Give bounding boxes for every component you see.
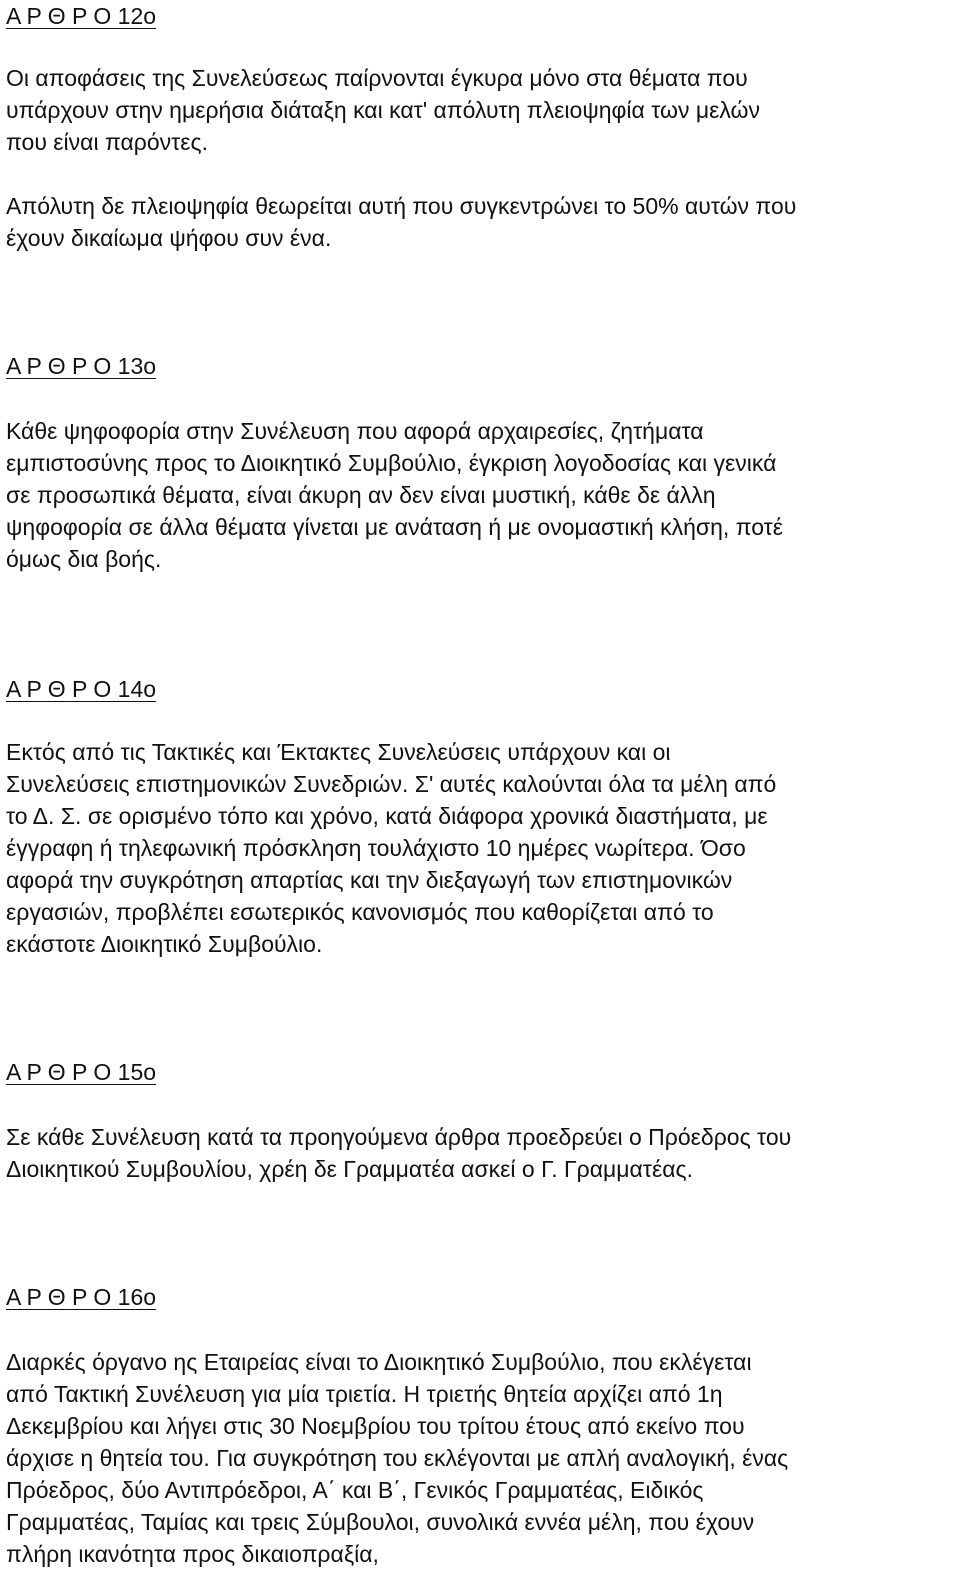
article-14-heading: Α Ρ Θ Ρ Ο 14ο xyxy=(6,676,157,702)
article-12-heading: Α Ρ Θ Ρ Ο 12ο xyxy=(6,3,157,29)
article-13-text-line: σε προσωπικά θέματα, είναι άκυρη αν δεν είναι μυστική, κάθε δε άλλη xyxy=(6,482,716,508)
article-16-text-line: άρχισε η θητεία του. Για συγκρότηση του εκλέγονται με απλή αναλογική, ένας xyxy=(6,1445,789,1471)
article-14-text-line: εκάστοτε Διοικητικό Συμβούλιο. xyxy=(6,931,323,957)
article-14-text-line: Εκτός από τις Τακτικές και Έκτακτες Συνελεύσεις υπάρχουν και οι xyxy=(6,739,671,765)
article-16-text-line: Πρόεδρος, δύο Αντιπρόεδροι, Α΄ και Β΄, Γενικός Γραμματέας, Ειδικός xyxy=(6,1477,704,1503)
article-13-text-line: όμως δια βοής. xyxy=(6,546,162,572)
article-12-text-line: έχουν δικαίωμα ψήφου συν ένα. xyxy=(6,225,332,251)
article-14-text-line: το Δ. Σ. σε ορισμένο τόπο και χρόνο, κατά διάφορα χρονικά διαστήματα, με xyxy=(6,803,768,829)
article-16-text-line: Δεκεμβρίου και λήγει στις 30 Νοεμβρίου του τρίτου έτους από εκείνο που xyxy=(6,1413,745,1439)
article-12-text-line: Οι αποφάσεις της Συνελεύσεως παίρνονται έγκυρα μόνο στα θέματα που xyxy=(6,65,748,91)
article-15-text-line: Διοικητικού Συμβουλίου, χρέη δε Γραμματέα ασκεί ο Γ. Γραμματέας. xyxy=(6,1156,693,1182)
article-13-text-line: Κάθε ψηφοφορία στην Συνέλευση που αφορά αρχαιρεσίες, ζητήματα xyxy=(6,418,704,444)
article-14-text-line: αφορά την συγκρότηση απαρτίας και την διεξαγωγή των επιστημονικών xyxy=(6,867,733,893)
article-13-text-line: εμπιστοσύνης προς το Διοικητικό Συμβούλιο, έγκριση λογοδοσίας και γενικά xyxy=(6,450,777,476)
article-16-text-line: Γραμματέας, Ταμίας και τρεις Σύμβουλοι, συνολικά εννέα μέλη, που έχουν xyxy=(6,1509,755,1535)
article-16-text-line: Διαρκές όργανο ης Εταιρείας είναι το Διοικητικό Συμβούλιο, που εκλέγεται xyxy=(6,1349,752,1375)
article-15-heading: Α Ρ Θ Ρ Ο 15ο xyxy=(6,1059,157,1085)
article-14-text-line: έγγραφη ή τηλεφωνική πρόσκληση τουλάχιστο 10 ημέρες νωρίτερα. Όσο xyxy=(6,835,746,861)
article-16-text-line: πλήρη ικανότητα προς δικαιοπραξία, xyxy=(6,1541,379,1567)
article-13-heading: Α Ρ Θ Ρ Ο 13ο xyxy=(6,353,157,379)
article-12-text-line: Απόλυτη δε πλειοψηφία θεωρείται αυτή που συγκεντρώνει το 50% αυτών που xyxy=(6,193,797,219)
article-16-text-line: από Τακτική Συνέλευση για μία τριετία. Η τριετής θητεία αρχίζει από 1η xyxy=(6,1381,723,1407)
article-12-text-line: που είναι παρόντες. xyxy=(6,129,208,155)
article-14-text-line: εργασιών, προβλέπει εσωτερικός κανονισμός που καθορίζεται από το xyxy=(6,899,714,925)
article-12-text-line: υπάρχουν στην ημερήσια διάταξη και κατ' απόλυτη πλειοψηφία των μελών xyxy=(6,97,760,123)
article-13-text-line: ψηφοφορία σε άλλα θέματα γίνεται με ανάταση ή με ονομαστική κλήση, ποτέ xyxy=(6,514,784,540)
article-15-text-line: Σε κάθε Συνέλευση κατά τα προηγούμενα άρθρα προεδρεύει ο Πρόεδρος του xyxy=(6,1124,792,1150)
article-14-text-line: Συνελεύσεις επιστημονικών Συνεδριών. Σ' αυτές καλούνται όλα τα μέλη από xyxy=(6,771,777,797)
article-16-heading: Α Ρ Θ Ρ Ο 16ο xyxy=(6,1284,157,1310)
